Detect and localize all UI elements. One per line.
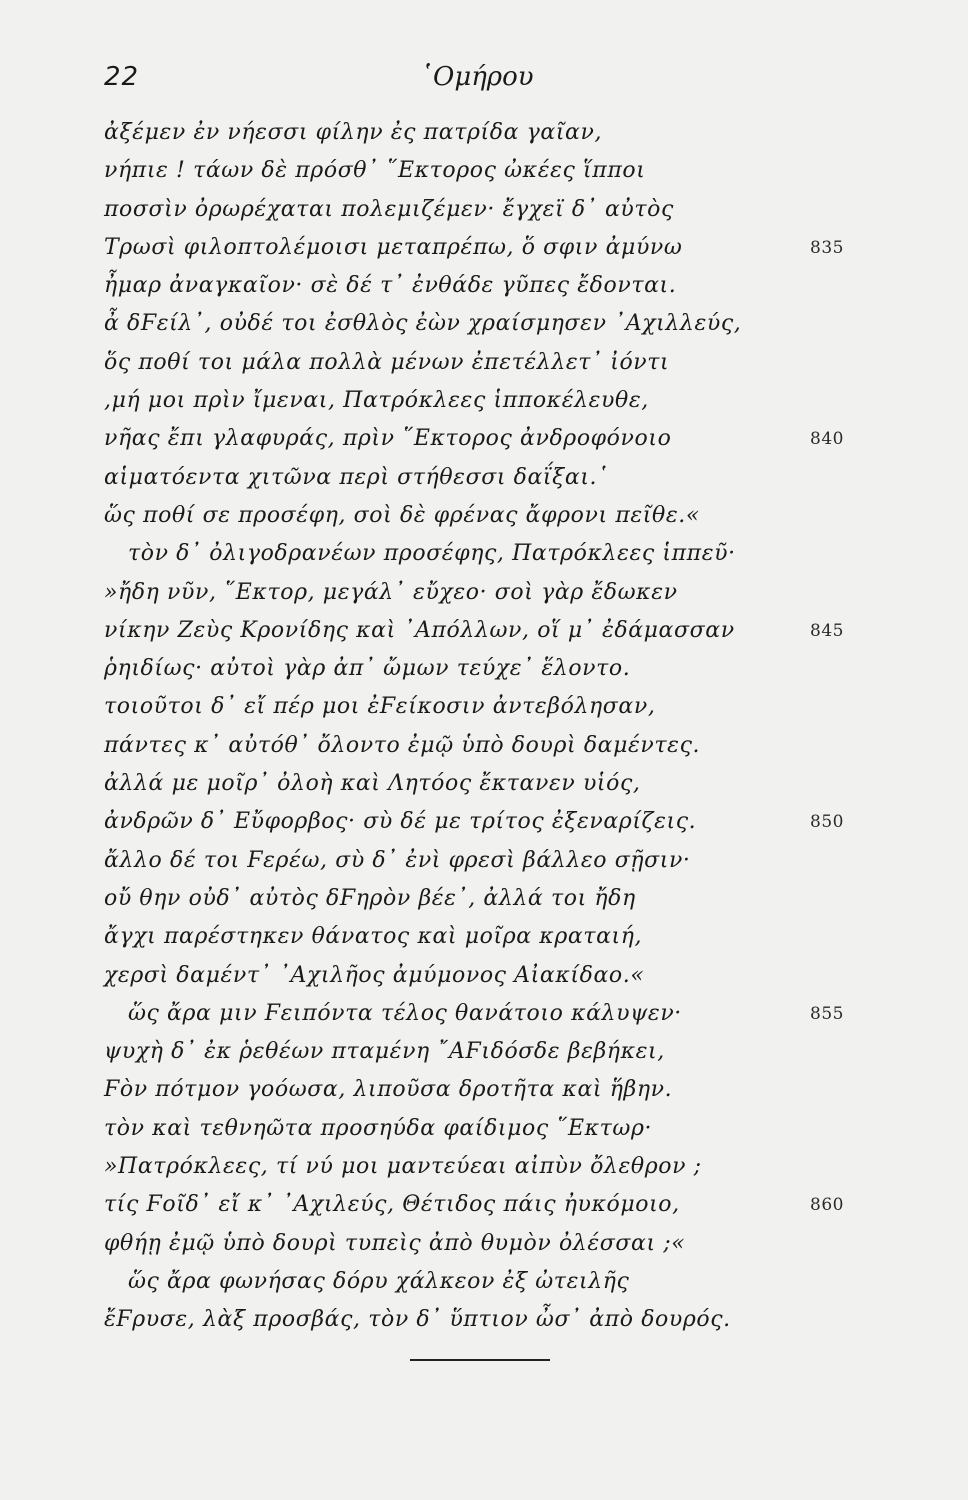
verse-line: [0, 650, 968, 688]
verse-line: [0, 803, 968, 841]
verse-line-text: ,μή μοι πρὶν ἴμεναι, Πατρόκλεες ἱπποκέλευθε,: [104, 388, 649, 414]
line-number: 850: [810, 812, 844, 833]
verse-line: [0, 727, 968, 765]
verse-line-text: ῥηιδίως· αὐτοὶ γὰρ ἀπ᾽ ὤμων τεύχε᾽ ἕλοντο.: [104, 656, 631, 682]
verse-line-text: »ἤδη νῦν, ῞Εκτορ, μεγάλ᾽ εὔχεο· σοὶ γὰρ ἔδωκεν: [104, 579, 678, 605]
verse-line-text: ὥς ἄρα μιν Ϝειπόντα τέλος θανάτοιο κάλυψεν·: [128, 1000, 682, 1026]
line-number: 835: [810, 237, 844, 258]
verse-line: [0, 1301, 968, 1339]
verse-line: [0, 957, 968, 995]
verse-line: [0, 1148, 968, 1186]
verse-line-text: Τρωσὶ φιλοπτολέμοισι μεταπρέπω, ὅ σφιν ἀμύνω: [104, 234, 683, 260]
verse-line-text: ἆ δϜείλ᾽, οὐδέ τοι ἐσθλὸς ἐὼν χραίσμησεν ᾽Αχιλλεύς,: [104, 311, 742, 337]
verse-line-text: ἀλλά με μοῖρ᾽ ὀλοὴ καὶ Λητόος ἔκτανεν υἱός,: [104, 771, 641, 797]
verse-line: [0, 535, 968, 573]
verse-line-text: ἔϜρυσε, λὰξ προσβάς, τὸν δ᾽ ὕπτιον ὦσ᾽ ἀπὸ δουρός.: [104, 1307, 731, 1333]
verse-line: [0, 382, 968, 420]
verse-line: [0, 1186, 968, 1224]
verse-line: [0, 612, 968, 650]
verse-line: [0, 229, 968, 267]
verse-line: [0, 574, 968, 612]
verse-line: [0, 1263, 968, 1301]
verse-line: [0, 305, 968, 343]
verse-line: [0, 918, 968, 956]
verse-line: [0, 842, 968, 880]
verse-line-text: ὥς ἄρα φωνήσας δόρυ χάλκεον ἐξ ὠτειλῆς: [128, 1268, 630, 1294]
verse-line: [0, 344, 968, 382]
verse-line-text: τὸν δ᾽ ὀλιγοδρανέων προσέφης, Πατρόκλεες ἱππεῦ·: [128, 541, 736, 567]
verse-line-text: ἦμαρ ἀναγκαῖον· σὲ δέ τ᾽ ἐνθάδε γῦπες ἔδονται.: [104, 273, 677, 299]
verse-line-text: νίκην Ζεὺς Κρονίδης καὶ ᾽Απόλλων, οἵ μ᾽ ἐδάμασσαν: [104, 617, 735, 643]
verse-line-text: ποσσὶν ὀρωρέχαται πολεμιζέμεν· ἔγχεϊ δ᾽ αὐτὸς: [104, 196, 674, 222]
verse-line-text: ἄγχι παρέστηκεν θάνατος καὶ μοῖρα κραταιή,: [104, 924, 643, 950]
verse-line-text: αἱματόεντα χιτῶνα περὶ στήθεσσι δαΐξαι.῾: [104, 464, 609, 490]
page-number: 22: [104, 62, 140, 92]
line-number: 855: [810, 1003, 844, 1024]
verse-line: [0, 880, 968, 918]
verse-line: [0, 995, 968, 1033]
verse-line-text: Ϝὸν πότμον γοόωσα, λιποῦσα δροτῆτα καὶ ἥβην.: [104, 1077, 673, 1103]
verse-line-text: ψυχὴ δ᾽ ἐκ ῥεθέων πταμένη ῎ΑϜιδόσδε βεβήκει,: [104, 1039, 665, 1065]
verse-line: [0, 459, 968, 497]
verse-line-text: ὅς ποθί τοι μάλα πολλὰ μένων ἐπετέλλετ᾽ ἰόντι: [104, 349, 670, 375]
running-head: ῾Ομήρου: [420, 62, 534, 92]
end-rule: [410, 1359, 550, 1361]
verse-line-text: νῆας ἔπι γλαφυράς, πρὶν ῞Εκτορος ἀνδροφόνοιο: [104, 426, 672, 452]
verse-line-text: ἀνδρῶν δ᾽ Εὔφορβος· σὺ δέ με τρίτος ἐξεναρίζεις.: [104, 809, 697, 835]
line-number: 860: [810, 1195, 844, 1216]
verse-line-text: »Πατρόκλεες, τί νύ μοι μαντεύεαι αἰπὺν ὄλεθρον ;: [104, 1154, 702, 1180]
verse-line: [0, 191, 968, 229]
verse-line-text: ἄλλο δέ τοι Ϝερέω, σὺ δ᾽ ἐνὶ φρεσὶ βάλλεο σῇσιν·: [104, 847, 691, 873]
verse-line: [0, 420, 968, 458]
verse-block: [0, 114, 968, 1340]
line-number: 840: [810, 429, 844, 450]
verse-line: [0, 267, 968, 305]
verse-line-text: πάντες κ᾽ αὐτόθ᾽ ὄλοντο ἐμῷ ὑπὸ δουρὶ δαμέντες.: [104, 732, 701, 758]
verse-line: [0, 688, 968, 726]
verse-line-text: τίς Ϝοῖδ᾽ εἴ κ᾽ ᾽Αχιλεύς, Θέτιδος πάις ἠυκόμοιο,: [104, 1192, 680, 1218]
verse-line: [0, 152, 968, 190]
verse-line-text: ἀξέμεν ἐν νήεσσι φίλην ἐς πατρίδα γαῖαν,: [104, 120, 603, 145]
verse-line: [0, 1225, 968, 1263]
verse-line-text: τοιοῦτοι δ᾽ εἴ πέρ μοι ἐϜείκοσιν ἀντεβόλησαν,: [104, 694, 656, 720]
verse-line-text: τὸν καὶ τεθνηῶτα προσηύδα φαίδιμος ῞Εκτωρ·: [104, 1115, 653, 1141]
verse-line: [0, 1071, 968, 1109]
verse-line: [0, 765, 968, 803]
line-number: 845: [810, 620, 844, 641]
verse-line-text: χερσὶ δαμέντ᾽ ᾽Αχιλῆος ἀμύμονος Αἰακίδαο.«: [104, 962, 645, 988]
verse-line-text: ὥς ποθί σε προσέφη, σοὶ δὲ φρένας ἄφρονι πεῖθε.«: [104, 502, 700, 528]
verse-line: [0, 497, 968, 535]
verse-line-text: φθήῃ ἐμῷ ὑπὸ δουρὶ τυπεὶς ἀπὸ θυμὸν ὀλέσσαι ;«: [104, 1230, 686, 1256]
verse-line-text: οὔ θην οὐδ᾽ αὐτὸς δϜηρὸν βέε᾽, ἀλλά τοι ἤδη: [104, 885, 636, 911]
verse-line: [0, 1110, 968, 1148]
verse-line: [0, 114, 968, 152]
verse-line: [0, 1033, 968, 1071]
verse-line-text: νήπιε ! τάων δὲ πρόσθ᾽ ῞Εκτορος ὠκέες ἵπποι: [104, 158, 646, 184]
